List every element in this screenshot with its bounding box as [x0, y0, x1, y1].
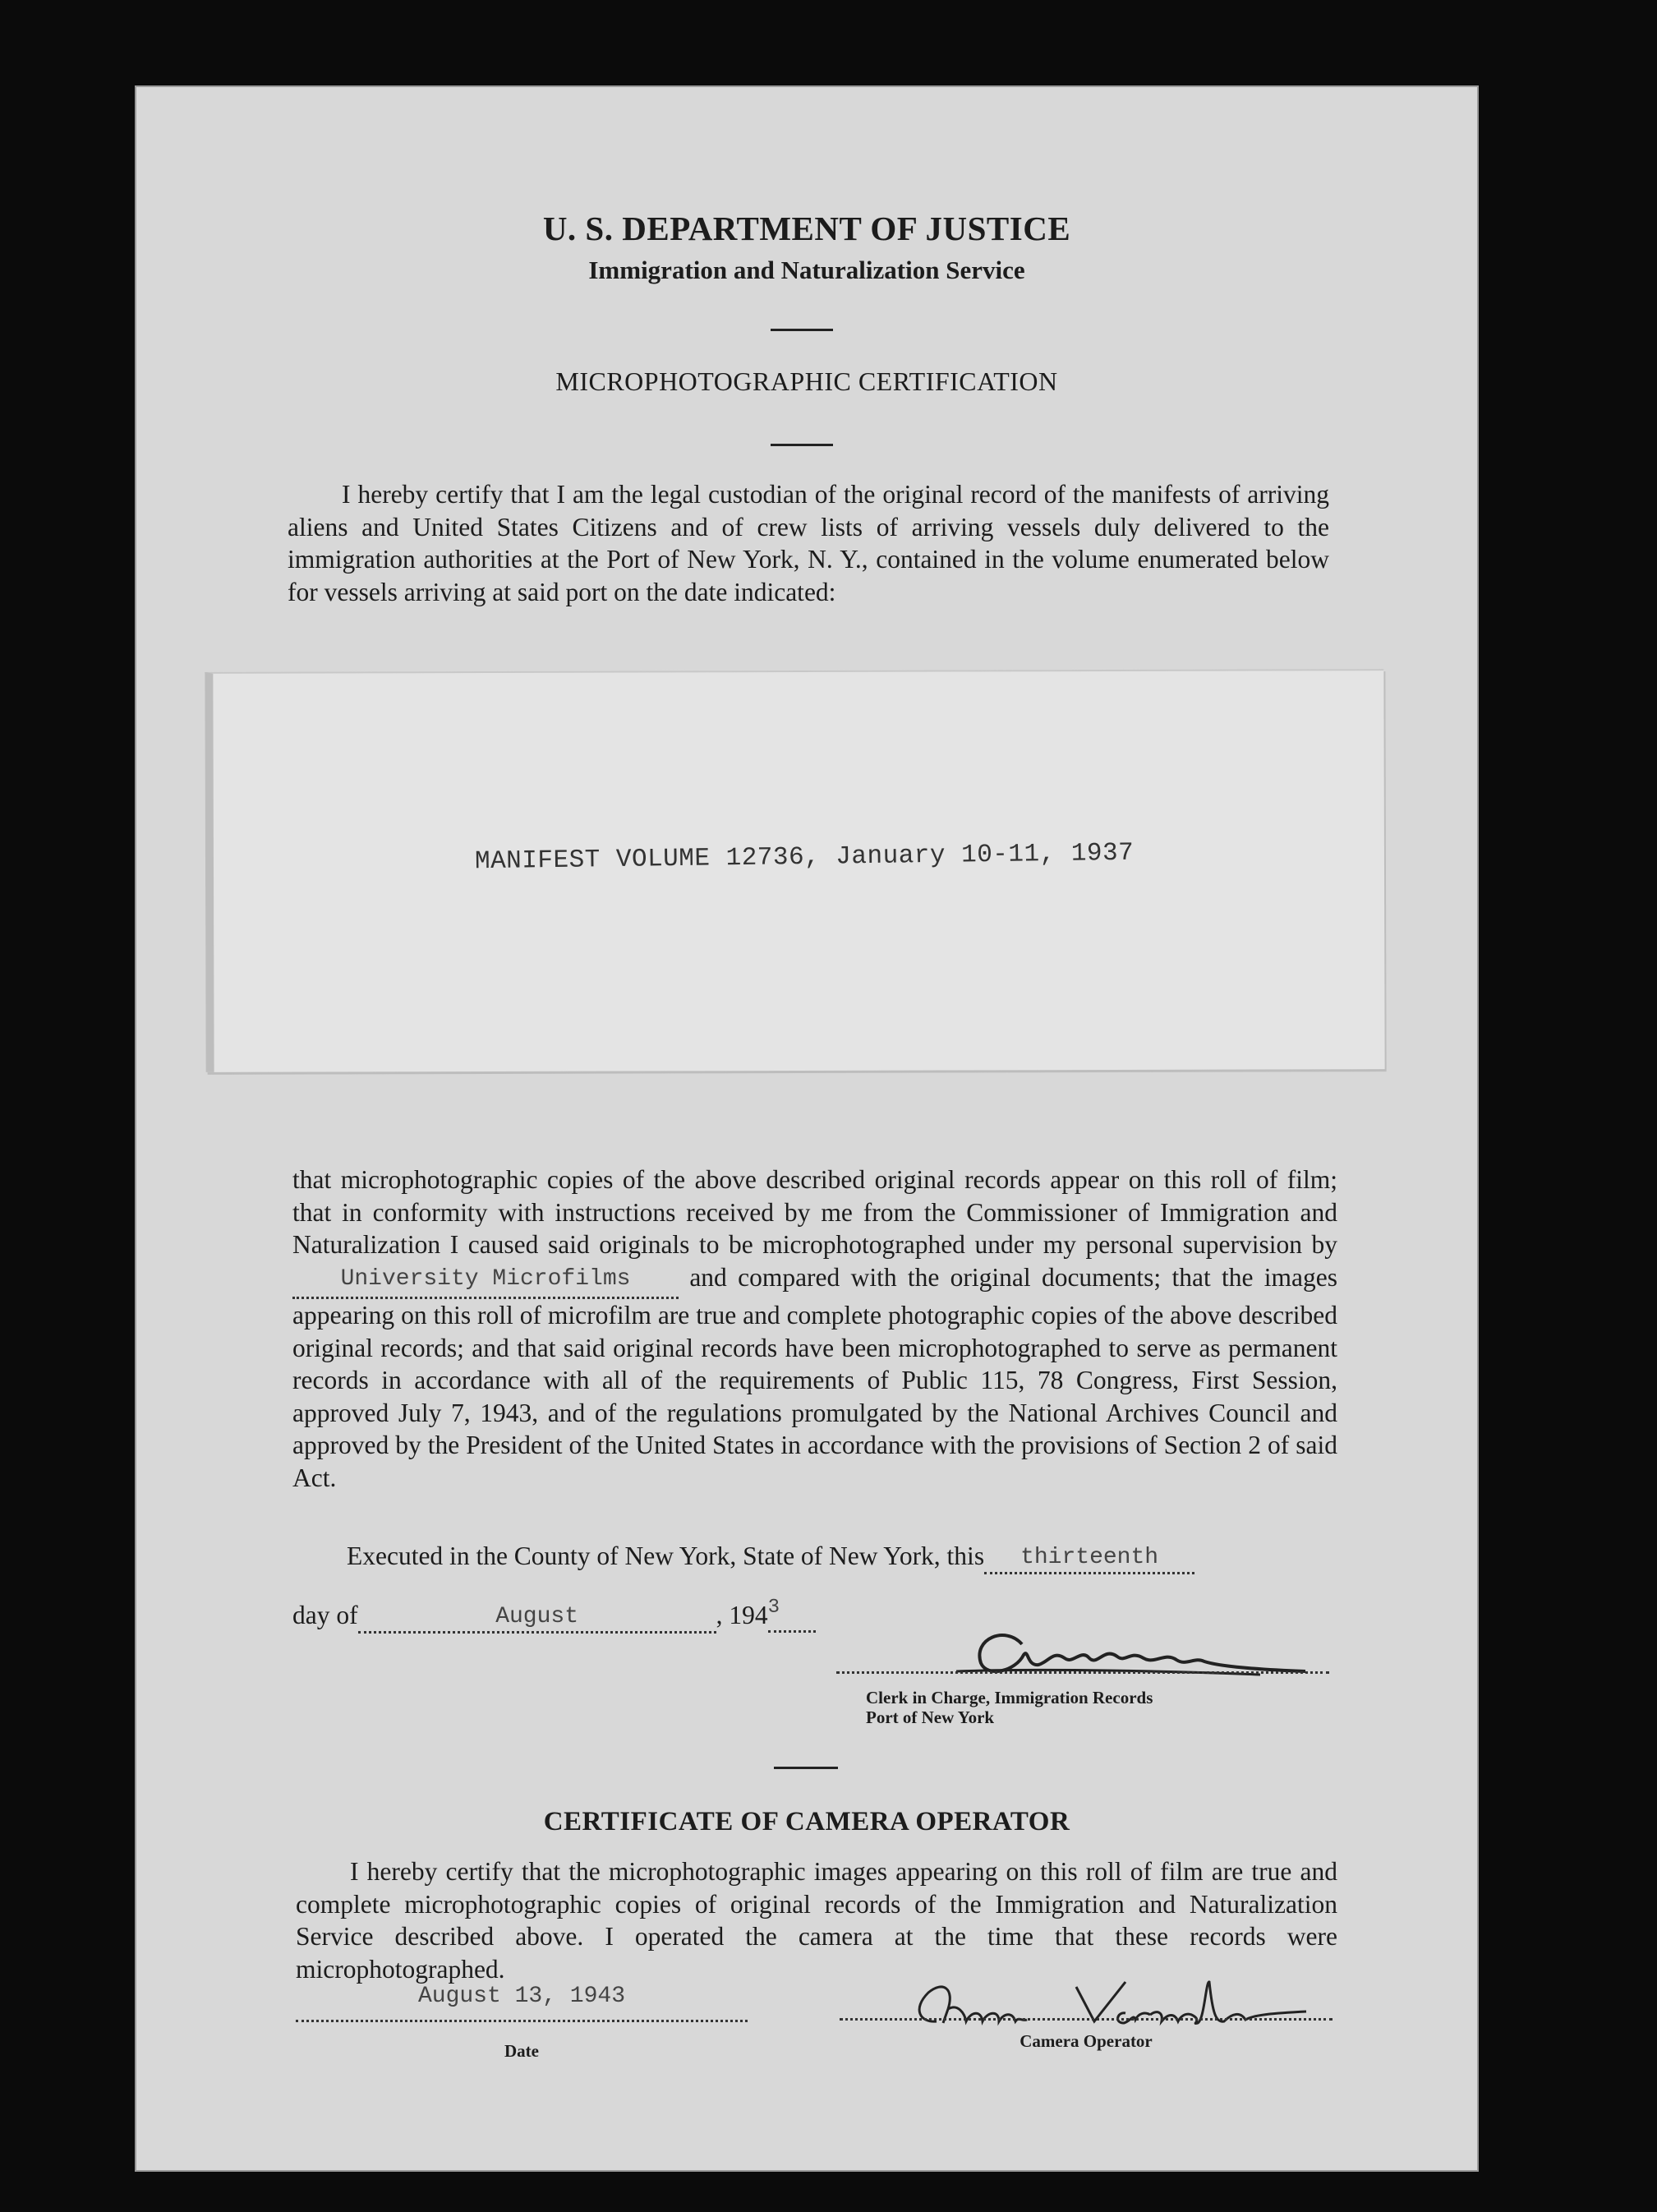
camera-operator-paragraph-text: I hereby certify that the microphotographic images appearing on this roll of film are true and complete microphotographic copies of original records of the Immigration and Naturalization Service described above. I operated the camera at the time that these records were microphotographed.: [296, 1857, 1337, 1984]
service-subtitle: Immigration and Naturalization Service: [588, 256, 1025, 284]
clerk-title-line2: Port of New York: [866, 1707, 995, 1727]
intro-paragraph: [288, 478, 1329, 608]
supervisor-field: [292, 1261, 679, 1300]
clerk-title: [866, 1688, 1153, 1727]
department-title: U. S. DEPARTMENT OF JUSTICE: [542, 210, 1071, 247]
year-prefix: , 194: [716, 1601, 768, 1629]
volume-slip-text: MANIFEST VOLUME 12736, January 10-11, 1937: [474, 838, 1135, 877]
executed-line: [347, 1541, 1349, 1574]
executed-text: Executed in the County of New York, State of New York, this: [347, 1541, 985, 1570]
year-value: 3: [767, 1597, 780, 1619]
divider-second: [771, 444, 833, 446]
camera-operator-heading: CERTIFICATE OF CAMERA OPERATOR: [543, 1807, 1070, 1836]
supervisor-value: University Microfilms: [340, 1265, 631, 1292]
date-label: Date: [504, 2041, 539, 2061]
body-paragraph-part1: that microphotographic copies of the above described original records appear on this roll of film; that in conformity with instructions received by me from the Commissioner of Immigration and Naturalization I caused said originals to be microphotographed under my personal supervision by: [292, 1165, 1337, 1259]
date-value: August 13, 1943: [417, 1984, 626, 2009]
divider-third: [774, 1767, 838, 1769]
day-of-label: day of: [292, 1601, 358, 1629]
day-value: thirteenth: [1020, 1545, 1159, 1570]
month-field: [358, 1601, 716, 1634]
day-field: [984, 1541, 1194, 1574]
intro-paragraph-text: I hereby certify that I am the legal custodian of the original record of the manifests of arriving aliens and United States Citizens and of crew lists of arriving vessels duly delivered to the immigration authorities at the Port of New York, N. Y., contained in the volume enumerated below for vessels arriving at said port on the date indicated:: [288, 480, 1329, 606]
certification-heading: MICROPHOTOGRAPHIC CERTIFICATION: [555, 366, 1058, 396]
clerk-title-line1: Clerk in Charge, Immigration Records: [866, 1688, 1153, 1707]
month-value: August: [495, 1604, 579, 1629]
operator-signature-line: [840, 2018, 1333, 2021]
camera-operator-label: Camera Operator: [1020, 2031, 1153, 2051]
divider-top: [771, 329, 833, 331]
body-paragraph-part2: and compared with the original documents; that the images appearing on this roll of microfilm are true and complete photographic copies of the above described original records; and that said original records have been microphotographed to serve as permanent records in accordance with all of the requirements of Public 115, 78 Congress, First Session, approved July 7, 1943, and of the regulations promulgated by the National Archives Council and approved by the President of the United States in accordance with the provisions of Section 2 of said Act.: [292, 1262, 1338, 1492]
date-field: [296, 1984, 748, 2022]
volume-slip: [205, 669, 1384, 1072]
year-field: [767, 1597, 816, 1633]
body-paragraph: [292, 1164, 1337, 1494]
clerk-signature-line: [836, 1671, 1329, 1674]
certificate-page: [136, 87, 1477, 2170]
